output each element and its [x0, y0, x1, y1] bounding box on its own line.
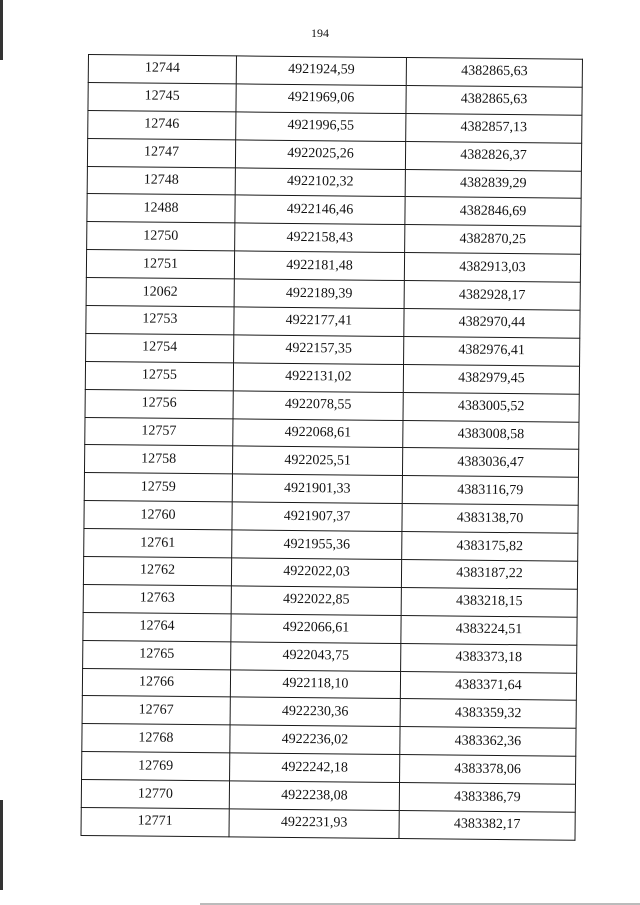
y-coordinate-cell: 4383362,36: [400, 727, 576, 757]
y-coordinate-cell: 4383378,06: [400, 755, 576, 785]
y-coordinate-cell: 4382839,29: [405, 169, 581, 199]
x-coordinate-cell: 4922230,36: [230, 697, 400, 727]
y-coordinate-cell: 4383187,22: [401, 560, 577, 590]
point-number-cell: 12062: [86, 278, 234, 307]
y-coordinate-cell: 4382913,03: [404, 253, 580, 283]
page-number: 194: [311, 26, 329, 40]
point-number-cell: 12771: [81, 808, 229, 837]
point-number-cell: 12744: [88, 55, 236, 84]
point-number-cell: 12757: [85, 417, 233, 446]
y-coordinate-cell: 4383175,82: [402, 532, 578, 562]
x-coordinate-cell: 4922236,02: [230, 725, 400, 755]
coordinates-table-body: [81, 55, 582, 841]
point-number-cell: 12748: [87, 166, 235, 195]
y-coordinate-cell: 4383005,52: [403, 392, 579, 422]
point-number-cell: 12770: [81, 780, 229, 809]
y-coordinate-cell: 4382976,41: [404, 336, 580, 366]
point-number-cell: 12764: [83, 612, 231, 641]
y-coordinate-cell: 4382970,44: [404, 309, 580, 339]
x-coordinate-cell: 4922118,10: [230, 669, 400, 699]
y-coordinate-cell: 4382826,37: [405, 141, 581, 171]
point-number-cell: 12769: [82, 752, 230, 781]
x-coordinate-cell: 4921996,55: [236, 112, 406, 142]
y-coordinate-cell: 4383371,64: [400, 671, 576, 701]
point-number-cell: 12747: [87, 138, 235, 167]
x-coordinate-cell: 4922158,43: [235, 223, 405, 253]
point-number-cell: 12766: [82, 668, 230, 697]
x-coordinate-cell: 4922231,93: [229, 809, 399, 839]
point-number-cell: 12765: [83, 640, 231, 669]
x-coordinate-cell: 4921901,33: [232, 474, 402, 504]
point-number-cell: 12762: [83, 557, 231, 586]
point-number-cell: 12488: [87, 194, 235, 223]
point-number-cell: 12754: [86, 333, 234, 362]
x-coordinate-cell: 4922181,48: [234, 251, 404, 281]
x-coordinate-cell: 4922068,61: [233, 418, 403, 448]
x-coordinate-cell: 4922131,02: [233, 363, 403, 393]
point-number-cell: 12753: [86, 306, 234, 335]
point-number-cell: 12768: [82, 724, 230, 753]
x-coordinate-cell: 4922177,41: [234, 307, 404, 337]
left-edge-mark-bottom: [0, 800, 3, 890]
x-coordinate-cell: 4922025,51: [232, 446, 402, 476]
y-coordinate-cell: 4383373,18: [401, 643, 577, 673]
y-coordinate-cell: 4382928,17: [404, 281, 580, 311]
point-number-cell: 12755: [85, 361, 233, 390]
y-coordinate-cell: 4383036,47: [402, 448, 578, 478]
y-coordinate-cell: 4382857,13: [406, 113, 582, 143]
y-coordinate-cell: 4383382,17: [399, 811, 575, 841]
y-coordinate-cell: 4382846,69: [405, 197, 581, 227]
x-coordinate-cell: 4922022,03: [231, 558, 401, 588]
y-coordinate-cell: 4383116,79: [402, 476, 578, 506]
point-number-cell: 12751: [86, 250, 234, 279]
point-number-cell: 12758: [84, 445, 232, 474]
y-coordinate-cell: 4383138,70: [402, 504, 578, 534]
y-coordinate-cell: 4383386,79: [399, 783, 575, 813]
x-coordinate-cell: 4921907,37: [232, 502, 402, 532]
point-number-cell: 12763: [83, 584, 231, 613]
y-coordinate-cell: 4382979,45: [403, 364, 579, 394]
x-coordinate-cell: 4922146,46: [235, 195, 405, 225]
x-coordinate-cell: 4922242,18: [230, 753, 400, 783]
x-coordinate-cell: 4922025,26: [235, 140, 405, 170]
point-number-cell: 12767: [82, 696, 230, 725]
y-coordinate-cell: 4383008,58: [403, 420, 579, 450]
y-coordinate-cell: 4382870,25: [405, 225, 581, 255]
point-number-cell: 12745: [88, 82, 236, 111]
x-coordinate-cell: 4922043,75: [231, 642, 401, 672]
point-number-cell: 12750: [87, 222, 235, 251]
x-coordinate-cell: 4921955,36: [232, 530, 402, 560]
y-coordinate-cell: 4382865,63: [406, 58, 582, 88]
point-number-cell: 12759: [84, 473, 232, 502]
x-coordinate-cell: 4922102,32: [235, 167, 405, 197]
x-coordinate-cell: 4922238,08: [229, 781, 399, 811]
y-coordinate-cell: 4382865,63: [406, 85, 582, 115]
point-number-cell: 12756: [85, 389, 233, 418]
point-number-cell: 12760: [84, 501, 232, 530]
x-coordinate-cell: 4922078,55: [233, 391, 403, 421]
y-coordinate-cell: 4383224,51: [401, 615, 577, 645]
x-coordinate-cell: 4922157,35: [234, 335, 404, 365]
point-number-cell: 12761: [84, 529, 232, 558]
table-row: [81, 808, 575, 841]
y-coordinate-cell: 4383359,32: [400, 699, 576, 729]
x-coordinate-cell: 4921969,06: [236, 84, 406, 114]
x-coordinate-cell: 4922066,61: [231, 614, 401, 644]
y-coordinate-cell: 4383218,15: [401, 587, 577, 617]
coordinates-table: [80, 54, 582, 841]
point-number-cell: 12746: [88, 110, 236, 139]
x-coordinate-cell: 4922189,39: [234, 279, 404, 309]
x-coordinate-cell: 4921924,59: [236, 56, 406, 86]
left-edge-mark-top: [0, 0, 3, 60]
x-coordinate-cell: 4922022,85: [231, 586, 401, 616]
